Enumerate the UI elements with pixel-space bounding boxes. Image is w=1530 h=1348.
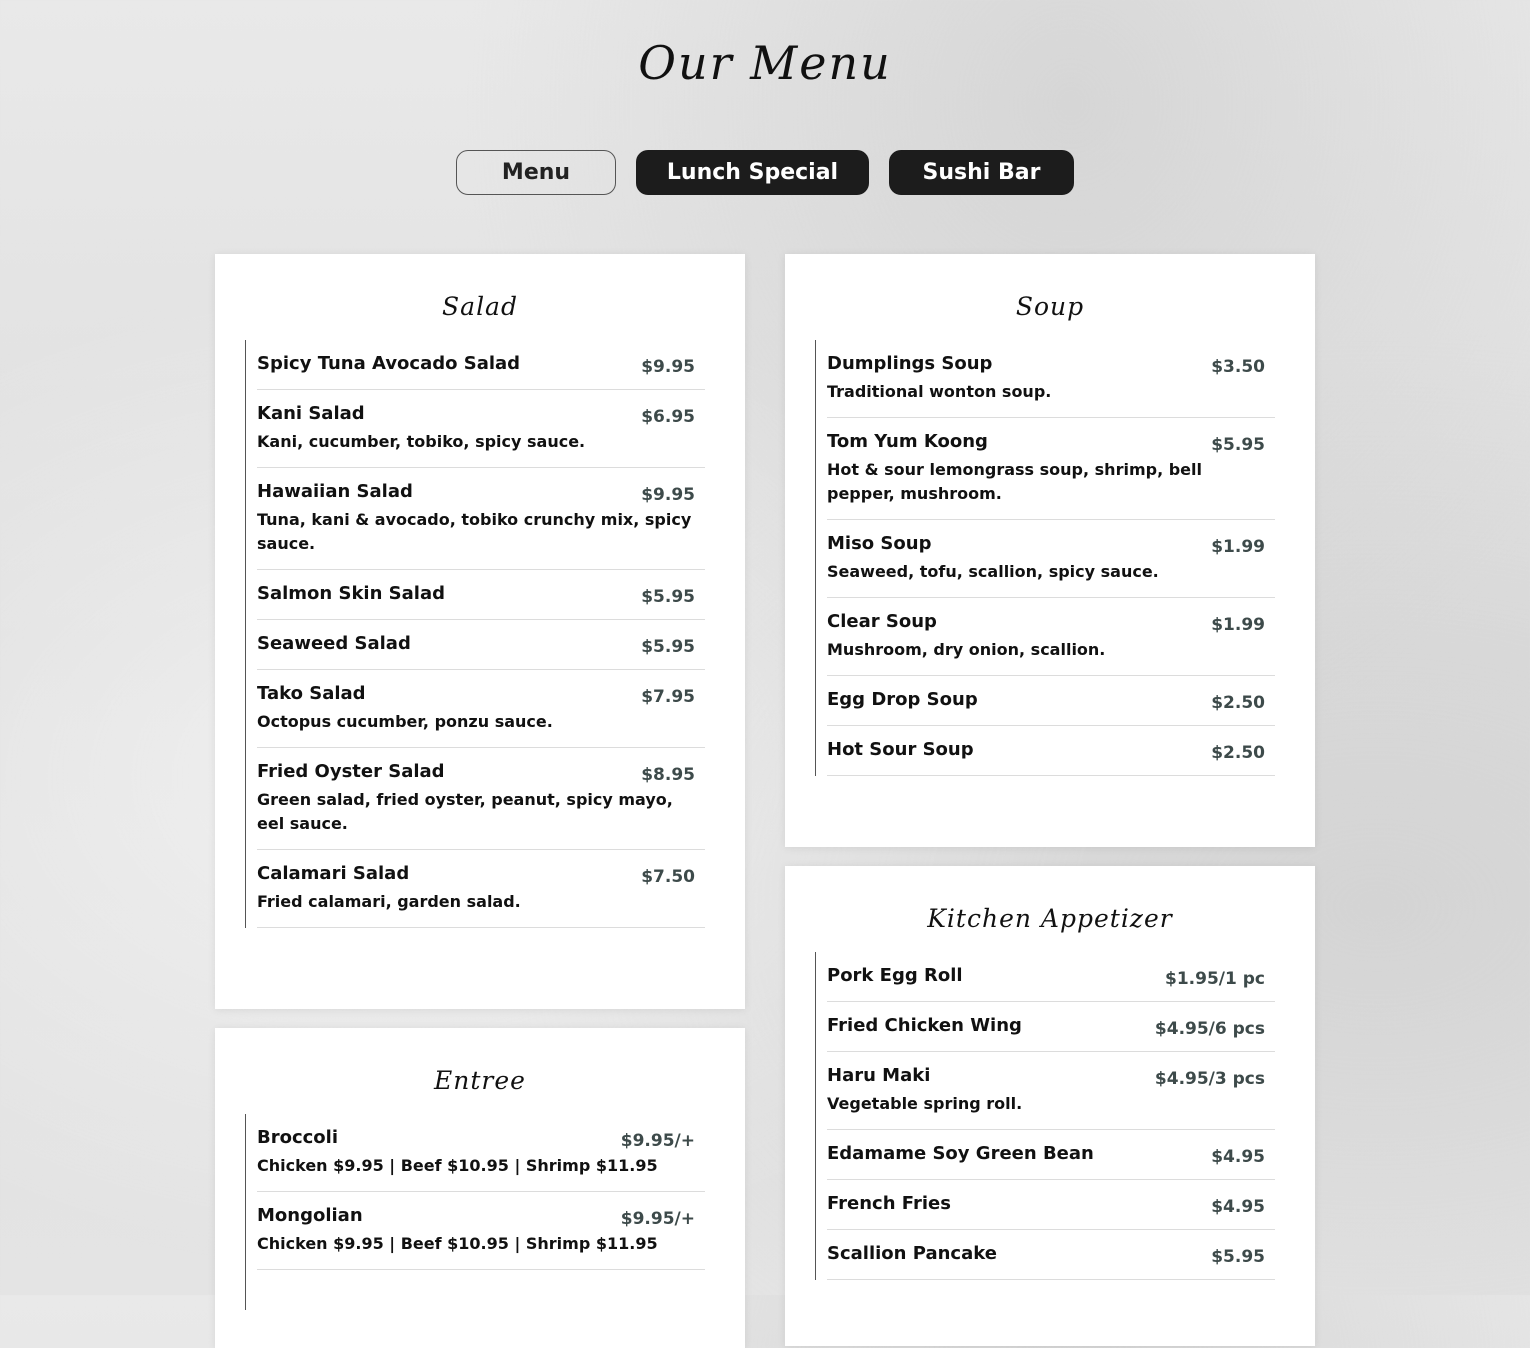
menu-tabs <box>0 150 1530 195</box>
menu-item-price: $5.95 <box>641 587 695 607</box>
menu-item-price: $6.95 <box>641 407 695 427</box>
menu-item-name: Fried Oyster Salad <box>257 761 445 782</box>
menu-item-name: Hot Sour Soup <box>827 739 974 760</box>
menu-item-price: $8.95 <box>641 765 695 785</box>
kitchen-appetizer-card <box>785 866 1315 1346</box>
menu-item-price: $4.95/6 pcs <box>1154 1019 1265 1039</box>
menu-item-description: Seaweed, tofu, scallion, spicy sauce. <box>827 562 1159 581</box>
menu-item-price: $5.95 <box>1211 435 1265 455</box>
entree-list <box>245 1114 705 1310</box>
menu-item-price: $7.95 <box>641 687 695 707</box>
soup-card <box>785 254 1315 847</box>
soup-title: Soup <box>1015 292 1085 321</box>
tab-sushi-bar[interactable]: Sushi Bar <box>889 150 1074 195</box>
menu-item <box>827 598 1275 676</box>
menu-item <box>827 726 1275 776</box>
menu-item-description: Octopus cucumber, ponzu sauce. <box>257 712 553 731</box>
menu-item-price: $9.95/+ <box>620 1209 695 1229</box>
menu-item-description: Fried calamari, garden salad. <box>257 892 521 911</box>
salad-list <box>245 340 705 928</box>
menu-item <box>257 570 705 620</box>
menu-item <box>257 620 705 670</box>
menu-item <box>827 1180 1275 1230</box>
menu-item-name: Haru Maki <box>827 1065 931 1086</box>
menu-item-name: Spicy Tuna Avocado Salad <box>257 353 521 374</box>
menu-item-price: $3.50 <box>1211 357 1265 377</box>
menu-item-name: Calamari Salad <box>257 863 410 884</box>
menu-item-description: Tuna, kani & avocado, tobiko crunchy mix, spicy sauce. <box>257 510 692 553</box>
menu-item <box>257 670 705 748</box>
menu-item-price: $4.95 <box>1211 1147 1265 1167</box>
menu-item-name: Clear Soup <box>827 611 937 632</box>
menu-item-name: Tom Yum Koong <box>827 431 988 452</box>
menu-item-name: Kani Salad <box>257 403 365 424</box>
menu-item-price: $1.99 <box>1211 537 1265 557</box>
menu-item-name: Hawaiian Salad <box>257 481 413 502</box>
page-title: Our Menu <box>638 36 892 90</box>
menu-item <box>257 1114 705 1192</box>
menu-item-price: $1.95/1 pc <box>1165 969 1265 989</box>
menu-item-name: Egg Drop Soup <box>827 689 978 710</box>
menu-item-name: Mongolian <box>257 1205 363 1226</box>
salad-title: Salad <box>442 292 518 321</box>
menu-item-name: Dumplings Soup <box>827 353 993 374</box>
menu-item-description: Traditional wonton soup. <box>827 382 1052 401</box>
menu-item <box>827 340 1275 418</box>
menu-item-price: $1.99 <box>1211 615 1265 635</box>
menu-item <box>827 952 1275 1002</box>
menu-item-description: Vegetable spring roll. <box>827 1094 1023 1113</box>
tab-menu[interactable]: Menu <box>456 150 616 195</box>
menu-item <box>257 850 705 928</box>
menu-item-price: $5.95 <box>641 637 695 657</box>
menu-item-description: Mushroom, dry onion, scallion. <box>827 640 1106 659</box>
menu-item-price: $2.50 <box>1211 693 1265 713</box>
menu-item <box>257 468 705 570</box>
entree-title: Entree <box>434 1066 526 1095</box>
entree-card <box>215 1028 745 1348</box>
menu-item-name: Miso Soup <box>827 533 932 554</box>
menu-item-name: Scallion Pancake <box>827 1243 997 1264</box>
menu-item-price: $7.50 <box>641 867 695 887</box>
menu-item-price: $4.95 <box>1211 1197 1265 1217</box>
menu-item <box>827 418 1275 520</box>
menu-item-description: Kani, cucumber, tobiko, spicy sauce. <box>257 432 586 451</box>
kitchen-appetizer-list <box>815 952 1275 1280</box>
menu-item-price: $4.95/3 pcs <box>1154 1069 1265 1089</box>
menu-item-name: Fried Chicken Wing <box>827 1015 1022 1036</box>
menu-item <box>827 1002 1275 1052</box>
menu-item-price: $9.95 <box>641 357 695 377</box>
menu-item-name: Salmon Skin Salad <box>257 583 445 604</box>
menu-item-description: Hot & sour lemongrass soup, shrimp, bell pepper, mushroom. <box>827 460 1202 503</box>
menu-item-price: $9.95 <box>641 485 695 505</box>
menu-item <box>827 520 1275 598</box>
kitchen-appetizer-title: Kitchen Appetizer <box>927 904 1173 933</box>
menu-item-description: Chicken $9.95 | Beef $10.95 | Shrimp $11.95 <box>257 1234 658 1253</box>
menu-item <box>827 676 1275 726</box>
menu-item-description: Chicken $9.95 | Beef $10.95 | Shrimp $11.95 <box>257 1156 658 1175</box>
menu-item-price: $2.50 <box>1211 743 1265 763</box>
menu-item <box>257 390 705 468</box>
menu-item-description: Green salad, fried oyster, peanut, spicy mayo, eel sauce. <box>257 790 673 833</box>
menu-item-name: Pork Egg Roll <box>827 965 963 986</box>
menu-item <box>257 340 705 390</box>
menu-item <box>257 1192 705 1270</box>
menu-item-price: $9.95/+ <box>620 1131 695 1151</box>
salad-card <box>215 254 745 1009</box>
menu-item-price: $5.95 <box>1211 1247 1265 1267</box>
menu-item <box>827 1130 1275 1180</box>
menu-item-name: Broccoli <box>257 1127 339 1148</box>
menu-item <box>827 1230 1275 1280</box>
soup-list <box>815 340 1275 776</box>
tab-lunch-special[interactable]: Lunch Special <box>636 150 869 195</box>
menu-item-name: French Fries <box>827 1193 951 1214</box>
menu-item-name: Tako Salad <box>257 683 366 704</box>
menu-item-name: Edamame Soy Green Bean <box>827 1143 1094 1164</box>
menu-item <box>827 1052 1275 1130</box>
menu-item <box>257 748 705 850</box>
menu-item-name: Seaweed Salad <box>257 633 411 654</box>
